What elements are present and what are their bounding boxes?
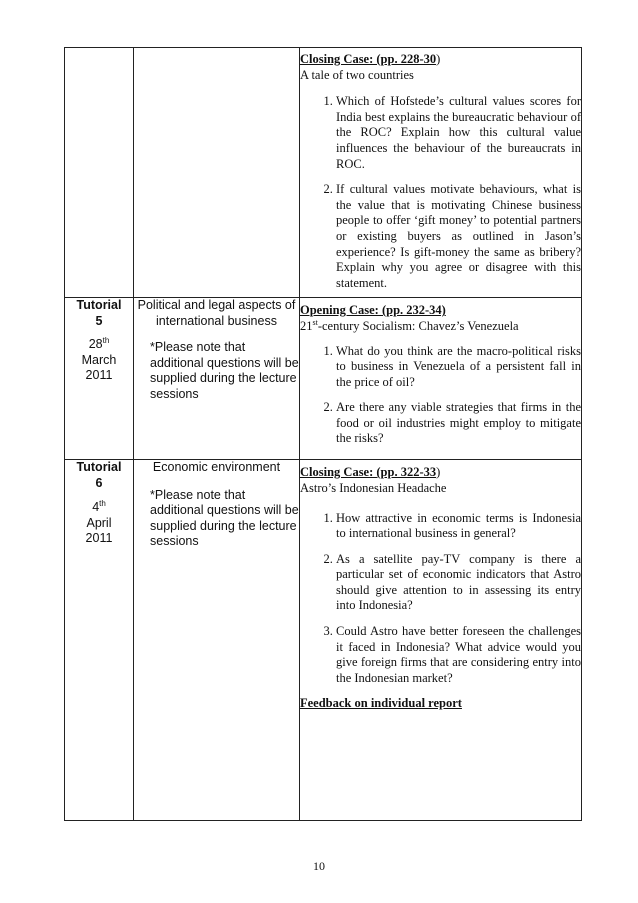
tutorial-number: 5: [95, 313, 103, 328]
question-item: 2. If cultural values motivate behaviours, what is the value that is motivating Chinese business people to offer ‘gift money’ to potential partners or existing buyers as outlined in Jason’s experience? Is gift-money the same as bribery? Explain why you agree or disagree with this statement.: [336, 182, 581, 291]
question-list: [300, 94, 581, 291]
table-row: [65, 460, 582, 821]
case-subtitle: A tale of two countries: [300, 67, 414, 82]
topic-note: *Please note that additional questions will be supplied during the lecture sessions: [150, 340, 299, 401]
question-list: [300, 511, 581, 687]
page-number: 10: [313, 859, 325, 873]
question-item: 2. Are there any viable strategies that firms in the food or oil industries might employ to mitigate the risks?: [336, 400, 581, 447]
question-item: 3. Could Astro have better foreseen the challenges it faced in Indonesia? What advice would you give foreign firms that are considering entry into the Indonesian market?: [336, 624, 581, 686]
case-heading: Opening Case: (pp. 232-34): [300, 303, 446, 318]
tutorial-number: 6: [95, 475, 103, 490]
topic-title: Political and legal aspects of international business: [137, 298, 296, 328]
case-heading: Closing Case: (pp. 228-30): [300, 52, 441, 66]
tutorial-cell: [65, 298, 134, 460]
topic-cell: [134, 298, 300, 460]
tutorial-label: Tutorial: [76, 460, 122, 475]
question-item: 1. What do you think are the macro-political risks to business in Venezuela of a persistent fall in the price of oil?: [336, 344, 581, 391]
case-cell: [300, 298, 582, 460]
table-row: [65, 298, 582, 460]
tutorial-label: Tutorial: [76, 298, 122, 313]
case-subtitle: Astro’s Indonesian Headache: [300, 480, 447, 495]
case-cell: [300, 460, 582, 821]
case-cell: [300, 48, 582, 298]
tutorial-date: 4th April 2011: [85, 499, 113, 546]
tutorial-cell: [65, 48, 134, 298]
question-item: 1. Which of Hofstede’s cultural values scores for India best explains the bureaucratic behaviour of the ROC? Explain how this cultural value influences the behaviour of the bureaucrats in ROC.: [336, 94, 581, 172]
topic-cell: [134, 460, 300, 821]
tutorial-date: 28th March 2011: [81, 336, 117, 383]
tutorial-cell: [65, 460, 134, 821]
tutorial-schedule-table: [64, 47, 582, 821]
topic-title: Economic environment: [152, 460, 281, 475]
question-item: 2. As a satellite pay-TV company is there a particular set of economic indicators that Astro should give attention to in assessing its entry into Indonesia?: [336, 552, 581, 614]
topic-cell: [134, 48, 300, 298]
question-list: [300, 344, 581, 448]
case-heading: Closing Case: (pp. 322-33): [300, 465, 441, 480]
question-item: 1. How attractive in economic terms is Indonesia to international business in general?: [336, 511, 581, 542]
table-row: [65, 48, 582, 298]
case-subtitle: 21st-century Socialism: Chavez’s Venezuela: [300, 317, 519, 333]
feedback-heading: Feedback on individual report: [300, 696, 462, 711]
topic-note: *Please note that additional questions will be supplied during the lecture sessions: [150, 487, 299, 549]
